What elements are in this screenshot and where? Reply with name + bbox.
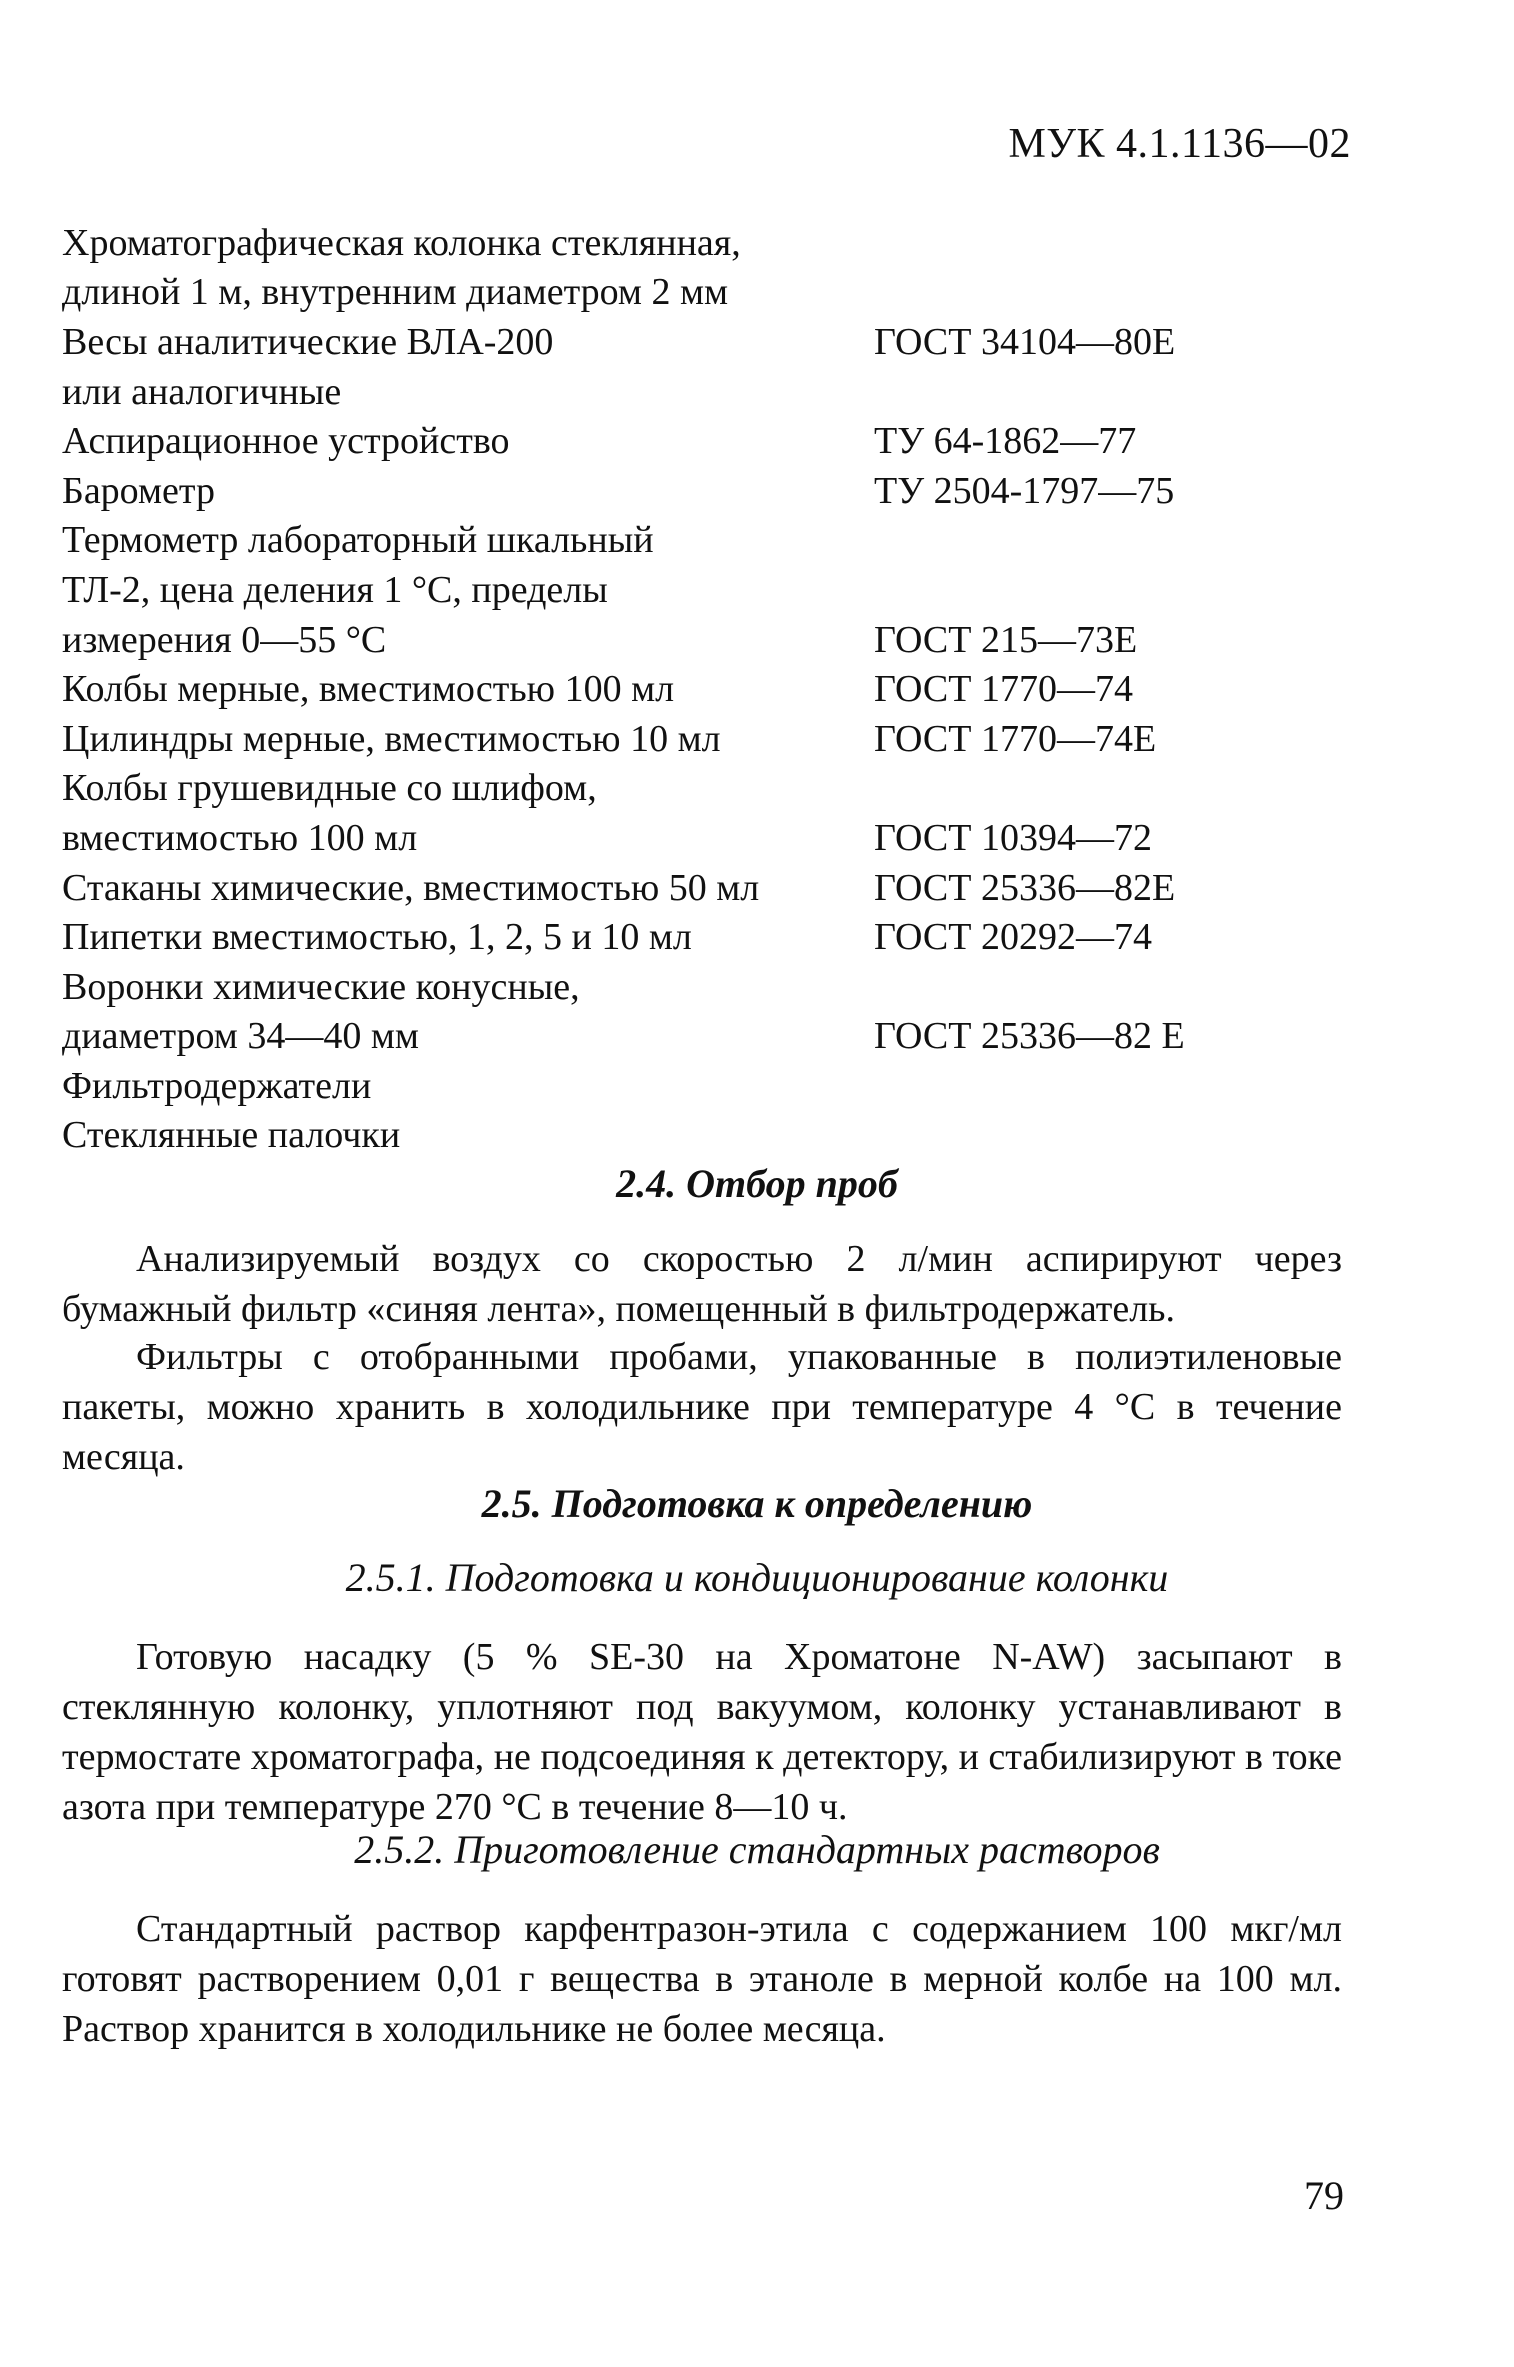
subsection-heading-column: 2.5.1. Подготовка и кондиционирование колонки: [345, 1555, 1169, 1600]
page-number: 79: [1304, 2173, 1344, 2218]
equipment-row: [62, 268, 1362, 318]
section-heading-sampling: 2.4. Отбор проб: [616, 1161, 898, 1206]
equipment-standard: ГОСТ 20292—74: [874, 916, 1152, 959]
equipment-name: Пипетки вместимостью, 1, 2, 5 и 10 мл: [62, 916, 692, 959]
equipment-name: Фильтродержатели: [62, 1064, 372, 1107]
equipment-row: [62, 912, 1362, 962]
equipment-standard: ГОСТ 25336—82 Е: [874, 1015, 1185, 1058]
equipment-row: [62, 863, 1362, 913]
section-heading-preparation: 2.5. Подготовка к определению: [481, 1481, 1033, 1526]
sampling-paragraph-1: Анализируемый воздух со скоростью 2 л/мин аспирируют через бумажный фильтр «синяя лента», помещенный в фильтродержатель.: [62, 1238, 1342, 1330]
equipment-row: [62, 1111, 1362, 1161]
equipment-row: [62, 367, 1362, 417]
equipment-row: [62, 714, 1362, 764]
equipment-row: [62, 1012, 1362, 1062]
equipment-name: Стаканы химические, вместимостью 50 мл: [62, 866, 760, 909]
equipment-name: Стеклянные палочки: [62, 1114, 401, 1157]
equipment-standard: ГОСТ 1770—74: [874, 668, 1133, 711]
equipment-name: Воронки химические конусные,: [62, 965, 580, 1008]
equipment-name: Колбы мерные, вместимостью 100 мл: [62, 668, 675, 711]
equipment-row: [62, 416, 1362, 466]
document-code: МУК 4.1.1136—02: [1008, 121, 1351, 167]
equipment-name: Колбы грушевидные со шлифом,: [62, 767, 597, 810]
equipment-row: [62, 466, 1362, 516]
equipment-standard: ГОСТ 1770—74Е: [874, 717, 1157, 760]
equipment-name: Термометр лабораторный шкальный: [62, 519, 654, 562]
equipment-row: [62, 317, 1362, 367]
column-conditioning-paragraph: Готовую насадку (5 % SE-30 на Хроматоне N-AW) засыпают в стеклянную колонку, уплотняют под вакуумом, колонку устанавливают в термостате хроматографа, не подсоединяя к детектору, и стабилизируют в токе азота при температуре 270 °С в течение 8—10 ч.: [62, 1636, 1342, 1828]
equipment-standard: ГОСТ 25336—82Е: [874, 866, 1176, 909]
equipment-row: [62, 813, 1362, 863]
sampling-paragraph-2: Фильтры с отобранными пробами, упакованные в полиэтиленовые пакеты, можно хранить в холодильнике при температуре 4 °С в течение месяца.: [62, 1336, 1342, 1478]
equipment-name: длиной 1 м, внутренним диаметром 2 мм: [62, 271, 729, 314]
equipment-row: [62, 218, 1362, 268]
equipment-row: [62, 962, 1362, 1012]
equipment-name: Весы аналитические ВЛА-200: [62, 320, 554, 363]
equipment-name: или аналогичные: [62, 370, 342, 413]
equipment-row: [62, 1061, 1362, 1111]
equipment-list: [62, 218, 1362, 1160]
equipment-name: измерения 0—55 °С: [62, 618, 387, 661]
equipment-name: вместимостью 100 мл: [62, 816, 418, 859]
equipment-standard: ГОСТ 34104—80Е: [874, 320, 1176, 363]
equipment-standard: ГОСТ 215—73Е: [874, 618, 1138, 661]
equipment-name: Хроматографическая колонка стеклянная,: [62, 221, 741, 264]
subsection-heading-standards: 2.5.2. Приготовление стандартных растворов: [354, 1827, 1160, 1872]
equipment-name: диаметром 34—40 мм: [62, 1015, 419, 1058]
equipment-standard: ТУ 2504-1797—75: [874, 469, 1175, 512]
equipment-row: [62, 764, 1362, 814]
equipment-row: [62, 664, 1362, 714]
equipment-row: [62, 516, 1362, 566]
equipment-row: [62, 615, 1362, 665]
standard-solutions-paragraph: Стандартный раствор карфентразон-этила с содержанием 100 мкг/мл готовят растворением 0,01 г вещества в этаноле в мерной колбе на 100 мл. Раствор хранится в холодильнике не более месяца.: [62, 1908, 1342, 2050]
equipment-name: Барометр: [62, 469, 215, 512]
equipment-name: Цилиндры мерные, вместимостью 10 мл: [62, 717, 721, 760]
equipment-row: [62, 565, 1362, 615]
equipment-name: Аспирационное устройство: [62, 420, 510, 463]
equipment-name: ТЛ-2, цена деления 1 °С, пределы: [62, 568, 608, 611]
equipment-standard: ТУ 64-1862—77: [874, 420, 1137, 463]
equipment-standard: ГОСТ 10394—72: [874, 816, 1152, 859]
